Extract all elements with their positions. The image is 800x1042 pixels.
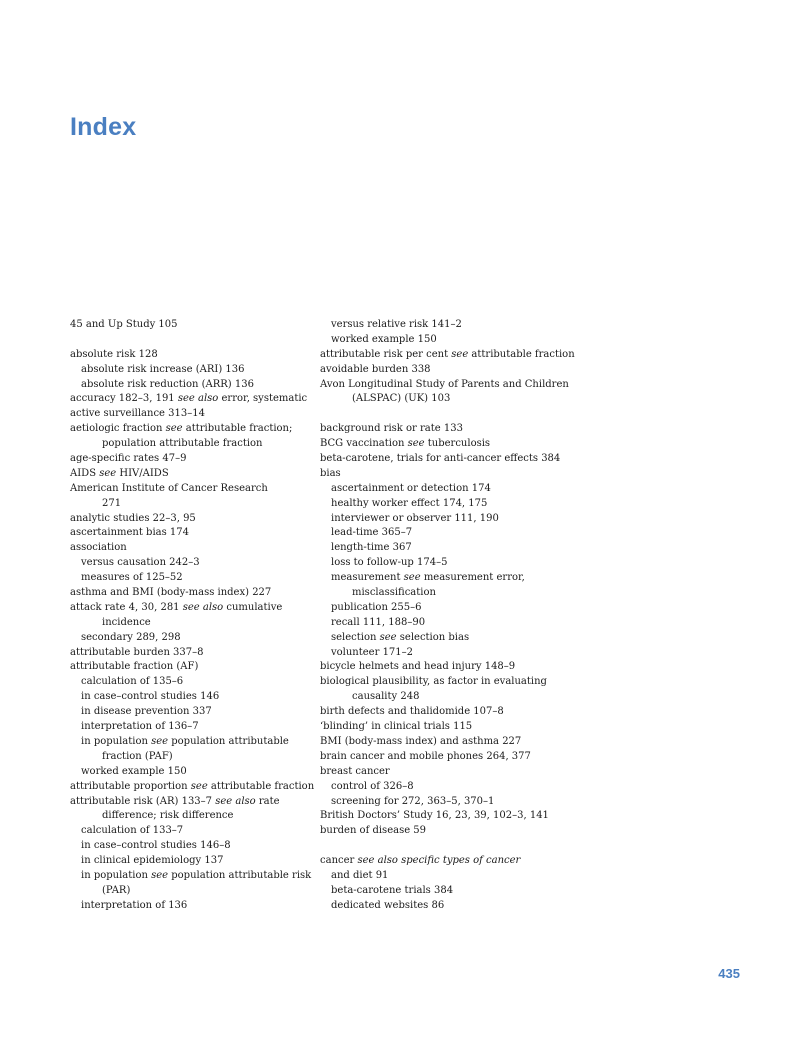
index-entry — [70, 646, 320, 661]
index-text: (PAR) — [102, 884, 131, 896]
index-entry — [70, 318, 320, 333]
index-text: 271 — [102, 497, 122, 509]
index-entry — [70, 512, 320, 527]
index-subentry — [70, 631, 320, 646]
index-text: (ALSPAC) (UK) 103 — [352, 393, 451, 405]
index-text: burden of disease 59 — [320, 825, 427, 837]
index-subentry — [320, 526, 580, 541]
index-entry — [70, 348, 320, 363]
index-text: length-time 367 — [331, 542, 412, 554]
index-subentry — [70, 884, 320, 899]
index-text: and diet 91 — [331, 869, 389, 881]
index-subentry — [320, 586, 580, 601]
cross-reference-term: see — [379, 631, 397, 643]
index-subentry — [70, 809, 320, 824]
cross-reference-term: see — [190, 780, 208, 792]
index-subentry — [70, 765, 320, 780]
index-subentry — [70, 690, 320, 705]
index-text: absolute risk reduction (ARR) 136 — [81, 378, 254, 390]
index-column-right — [320, 318, 580, 914]
index-text: measurement error, — [420, 572, 525, 584]
index-subentry — [70, 839, 320, 854]
index-text: biological plausibility, as factor in evaluating — [320, 676, 547, 688]
index-text: interpretation of 136–7 — [81, 721, 199, 733]
index-text: difference; risk difference — [102, 810, 234, 822]
cross-reference-term: see also specific types of cancer — [357, 855, 521, 867]
index-text: avoidable burden 338 — [320, 363, 431, 375]
index-text: 45 and Up Study 105 — [70, 319, 178, 330]
index-subentry — [70, 378, 320, 393]
index-subentry — [320, 869, 580, 884]
index-text: in case–control studies 146 — [81, 691, 220, 703]
index-subentry — [320, 899, 580, 914]
index-text: calculation of 135–6 — [81, 676, 184, 688]
index-entry — [70, 795, 320, 810]
index-subentry — [320, 512, 580, 527]
index-text: BCG vaccination — [320, 438, 408, 450]
index-entry — [320, 467, 580, 482]
index-subentry — [70, 854, 320, 869]
index-entry — [320, 660, 580, 675]
index-text: attributable burden 337–8 — [70, 646, 204, 658]
index-subentry — [320, 780, 580, 795]
index-text: absolute risk 128 — [70, 348, 158, 360]
index-entry — [320, 809, 580, 824]
index-subentry — [320, 601, 580, 616]
index-text: publication 255–6 — [331, 601, 422, 613]
index-text: in clinical epidemiology 137 — [81, 855, 224, 867]
index-text: British Doctors’ Study 16, 23, 39, 102–3, 141 — [320, 810, 549, 822]
index-text: in population — [81, 869, 152, 881]
index-text: analytic studies 22–3, 95 — [70, 512, 196, 524]
index-entry — [70, 780, 320, 795]
index-subentry — [320, 482, 580, 497]
index-text: breast cancer — [320, 765, 390, 777]
index-text: error, systematic — [218, 393, 308, 405]
index-spacer — [320, 407, 580, 422]
index-entry — [320, 378, 580, 393]
index-subentry — [70, 437, 320, 452]
index-text: cumulative — [223, 601, 283, 613]
index-subentry — [320, 631, 580, 646]
cross-reference-term: see — [151, 735, 169, 747]
index-text: screening for 272, 363–5, 370–1 — [331, 795, 495, 807]
index-text: cancer — [320, 855, 358, 867]
index-entry — [320, 765, 580, 780]
index-text: measures of 125–52 — [81, 572, 183, 584]
index-text: calculation of 133–7 — [81, 825, 184, 837]
index-subentry — [70, 705, 320, 720]
index-text: rate — [255, 795, 280, 807]
index-text: ascertainment bias 174 — [70, 527, 190, 539]
index-subentry — [70, 616, 320, 631]
index-subentry — [320, 795, 580, 810]
index-text: incidence — [102, 616, 151, 628]
index-text: active surveillance 313–14 — [70, 408, 205, 420]
index-entry — [320, 750, 580, 765]
page-title: Index — [70, 113, 137, 141]
index-entry — [320, 437, 580, 452]
index-text: attack rate 4, 30, 281 — [70, 601, 183, 613]
index-text: tuberculosis — [424, 438, 491, 450]
cross-reference-term: see also — [177, 393, 219, 405]
index-subentry — [320, 333, 580, 348]
index-text: lead-time 365–7 — [331, 527, 413, 539]
index-text: attributable fraction; — [182, 423, 293, 435]
index-subentry — [70, 720, 320, 735]
index-entry — [70, 541, 320, 556]
index-subentry — [320, 556, 580, 571]
index-entry — [320, 854, 580, 869]
index-text: population attributable — [168, 735, 289, 747]
index-text: secondary 289, 298 — [81, 631, 181, 643]
index-entry — [70, 422, 320, 437]
cross-reference-term: see — [407, 438, 425, 450]
cross-reference-term: see — [151, 869, 169, 881]
index-text: asthma and BMI (body-mass index) 227 — [70, 587, 272, 599]
index-text: in population — [81, 735, 152, 747]
index-subentry — [70, 363, 320, 378]
index-text: HIV/AIDS — [116, 467, 169, 479]
index-subentry — [320, 616, 580, 631]
index-text: in case–control studies 146–8 — [81, 840, 231, 852]
index-entry — [70, 452, 320, 467]
index-text: bias — [320, 467, 341, 479]
index-entry — [320, 363, 580, 378]
index-text: brain cancer and mobile phones 264, 377 — [320, 750, 531, 762]
index-entry — [70, 407, 320, 422]
index-text: selection bias — [396, 631, 470, 643]
index-subentry — [320, 571, 580, 586]
index-text: attributable fraction — [468, 348, 575, 360]
index-subentry — [320, 541, 580, 556]
page-number: 435 — [718, 966, 740, 981]
index-text: interviewer or observer 111, 190 — [331, 512, 499, 524]
index-text: selection — [331, 631, 380, 643]
index-text: worked example 150 — [81, 765, 187, 777]
index-entry — [70, 526, 320, 541]
index-text: ‘blinding’ in clinical trials 115 — [320, 721, 473, 733]
index-text: AIDS — [70, 467, 100, 479]
index-text: American Institute of Cancer Research — [70, 482, 268, 494]
index-text: accuracy 182–3, 191 — [70, 393, 178, 405]
index-subentry — [320, 318, 580, 333]
index-entry — [320, 705, 580, 720]
index-spacer — [320, 839, 580, 854]
index-text: background risk or rate 133 — [320, 423, 463, 435]
index-entry — [70, 586, 320, 601]
cross-reference-term: see also — [182, 601, 224, 613]
index-text: bicycle helmets and head injury 148–9 — [320, 661, 516, 673]
index-text: attributable fraction — [207, 780, 315, 792]
index-subentry — [320, 690, 580, 705]
index-entry — [320, 452, 580, 467]
index-subentry — [320, 646, 580, 661]
index-text: misclassification — [352, 587, 436, 599]
index-subentry — [70, 497, 320, 512]
index-subentry — [70, 675, 320, 690]
index-text: attributable fraction (AF) — [70, 661, 199, 673]
index-subentry — [70, 869, 320, 884]
index-text: ascertainment or detection 174 — [331, 482, 491, 494]
index-subentry — [320, 497, 580, 512]
index-text: versus causation 242–3 — [81, 557, 200, 569]
cross-reference-term: see — [99, 467, 117, 479]
index-text: measurement — [331, 572, 404, 584]
index-entry — [320, 824, 580, 839]
index-entry — [320, 735, 580, 750]
index-text: attributable risk per cent — [320, 348, 452, 360]
index-text: beta-carotene trials 384 — [331, 884, 454, 896]
index-text: in disease prevention 337 — [81, 706, 212, 718]
index-text: Avon Longitudinal Study of Parents and Children — [320, 378, 569, 390]
index-text: dedicated websites 86 — [331, 899, 445, 911]
index-text: recall 111, 188–90 — [331, 616, 426, 628]
index-entry — [70, 482, 320, 497]
index-subentry — [320, 884, 580, 899]
index-subentry — [320, 392, 580, 407]
index-text: fraction (PAF) — [102, 750, 173, 762]
index-entry — [70, 392, 320, 407]
index-text: BMI (body-mass index) and asthma 227 — [320, 735, 522, 747]
index-text: versus relative risk 141–2 — [331, 319, 462, 330]
index-text: loss to follow-up 174–5 — [331, 557, 448, 569]
cross-reference-term: see also — [215, 795, 256, 807]
index-text: attributable proportion — [70, 780, 191, 792]
cross-reference-term: see — [403, 572, 421, 584]
index-entry — [320, 675, 580, 690]
index-text: healthy worker effect 174, 175 — [331, 497, 488, 509]
index-text: population attributable fraction — [102, 438, 263, 450]
index-entry — [70, 601, 320, 616]
index-subentry — [70, 556, 320, 571]
index-entry — [320, 720, 580, 735]
index-text: interpretation of 136 — [81, 899, 188, 911]
index-entry — [70, 660, 320, 675]
index-text: association — [70, 542, 127, 554]
index-subentry — [70, 735, 320, 750]
index-text: volunteer 171–2 — [331, 646, 414, 658]
index-subentry — [70, 899, 320, 914]
index-entry — [70, 467, 320, 482]
cross-reference-term: see — [451, 348, 469, 360]
index-subentry — [70, 750, 320, 765]
index-text: beta-carotene, trials for anti-cancer effects 384 — [320, 453, 561, 465]
index-spacer — [70, 333, 320, 348]
index-text: causality 248 — [352, 691, 420, 703]
index-entry — [320, 348, 580, 363]
index-text: aetiologic fraction — [70, 423, 166, 435]
index-subentry — [70, 824, 320, 839]
cross-reference-term: see — [165, 423, 183, 435]
index-text: absolute risk increase (ARI) 136 — [81, 363, 245, 375]
index-entry — [320, 422, 580, 437]
index-column-left — [70, 318, 320, 914]
index-text: attributable risk (AR) 133–7 — [70, 795, 216, 807]
index-text: worked example 150 — [331, 333, 437, 345]
index-text: age-specific rates 47–9 — [70, 453, 187, 465]
index-subentry — [70, 571, 320, 586]
index-text: birth defects and thalidomide 107–8 — [320, 706, 504, 718]
index-text: population attributable risk — [168, 869, 312, 881]
index-text: control of 326–8 — [331, 780, 414, 792]
